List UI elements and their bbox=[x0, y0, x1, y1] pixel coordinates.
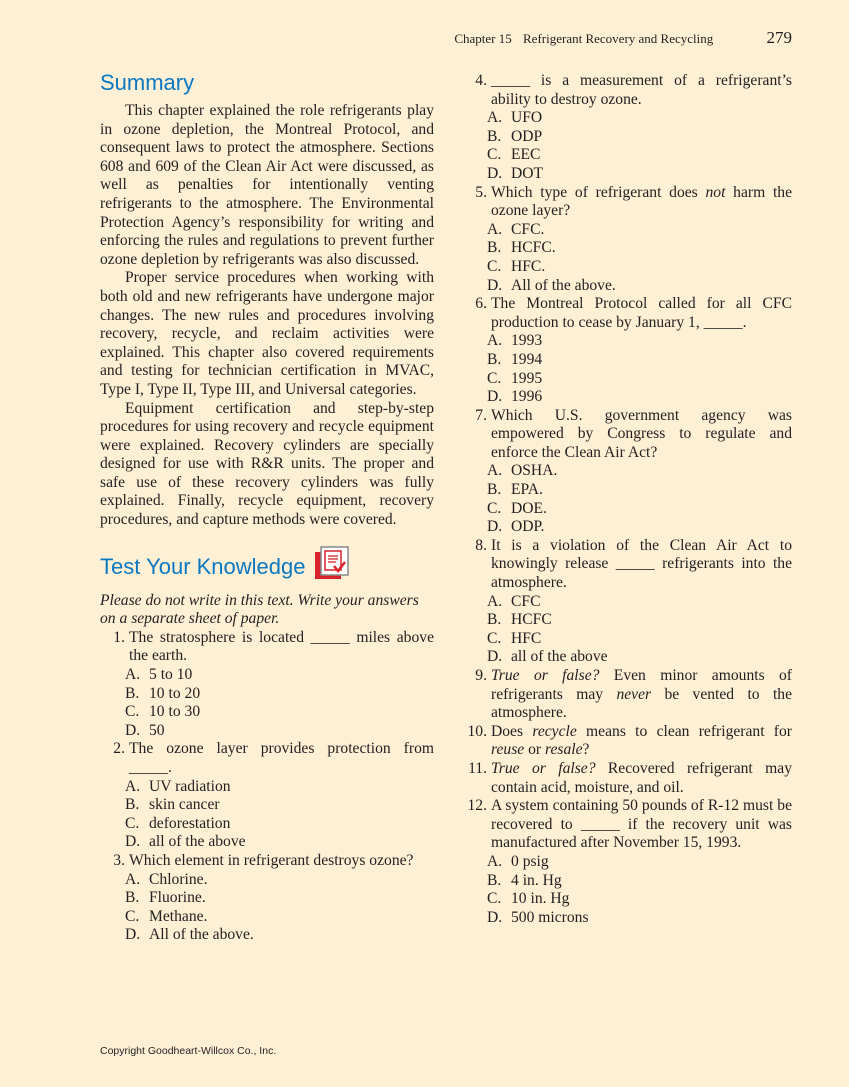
question-text: Which type of refrigerant does not harm the ozone layer? bbox=[491, 183, 792, 220]
question-number: 3. bbox=[113, 851, 125, 869]
answer-option bbox=[462, 258, 792, 277]
question-stem bbox=[100, 629, 434, 666]
question-stem bbox=[462, 537, 792, 593]
option-text: 10 in. Hg bbox=[511, 890, 570, 908]
question bbox=[462, 72, 792, 184]
option-letter: B. bbox=[487, 127, 502, 145]
question bbox=[100, 629, 434, 741]
option-letter: B. bbox=[487, 481, 502, 499]
test-heading bbox=[100, 546, 434, 586]
right-column bbox=[462, 72, 792, 927]
question-text: True or false? Even minor amounts of refrigerants may never be vented to the atmosphere. bbox=[491, 667, 792, 722]
option-letter: C. bbox=[487, 890, 502, 908]
option-text: 4 in. Hg bbox=[511, 871, 562, 889]
option-letter: A. bbox=[487, 592, 503, 610]
option-text: all of the above bbox=[511, 648, 608, 666]
option-text: HFC. bbox=[511, 257, 546, 275]
option-letter: C. bbox=[487, 257, 502, 275]
answer-option bbox=[100, 871, 434, 890]
question-text: Which element in refrigerant destroys ozone? bbox=[129, 851, 414, 869]
answer-option bbox=[462, 648, 792, 667]
option-letter: D. bbox=[125, 833, 141, 851]
option-letter: D. bbox=[487, 388, 503, 406]
option-letter: A. bbox=[487, 220, 503, 238]
answer-option bbox=[462, 462, 792, 481]
question bbox=[100, 740, 434, 852]
question-list-right bbox=[462, 72, 792, 927]
question-stem bbox=[462, 797, 792, 853]
option-text: deforestation bbox=[149, 814, 231, 832]
option-letter: B. bbox=[125, 889, 140, 907]
test-heading-text: Test Your Knowledge bbox=[100, 553, 306, 579]
question bbox=[100, 852, 434, 945]
question-number: 9. bbox=[475, 667, 487, 684]
answer-option bbox=[100, 833, 434, 852]
option-text: EPA. bbox=[511, 481, 543, 499]
option-text: DOT bbox=[511, 164, 544, 182]
option-letter: B. bbox=[125, 796, 140, 814]
option-letter: C. bbox=[487, 146, 502, 164]
answer-option bbox=[100, 908, 434, 927]
answer-option bbox=[100, 815, 434, 834]
option-letter: C. bbox=[487, 499, 502, 517]
option-text: 10 to 20 bbox=[149, 684, 201, 702]
question-number: 8. bbox=[475, 536, 487, 554]
answer-option bbox=[100, 666, 434, 685]
option-letter: A. bbox=[487, 852, 503, 870]
option-letter: A. bbox=[487, 109, 503, 127]
option-text: All of the above. bbox=[149, 926, 254, 944]
option-letter: D. bbox=[487, 276, 503, 294]
answer-option bbox=[462, 611, 792, 630]
answer-option bbox=[462, 872, 792, 891]
option-letter: A. bbox=[487, 462, 503, 480]
option-text: UFO bbox=[511, 109, 543, 127]
answer-option bbox=[462, 481, 792, 500]
question-text: The Montreal Protocol called for all CFC production to cease by January 1, _____. bbox=[491, 295, 792, 331]
answer-option bbox=[462, 370, 792, 389]
option-letter: C. bbox=[487, 629, 502, 647]
answer-option bbox=[462, 109, 792, 128]
option-letter: D. bbox=[487, 518, 503, 536]
option-text: skin cancer bbox=[149, 796, 220, 814]
left-column bbox=[100, 70, 434, 945]
chapter-title: Refrigerant Recovery and Recycling bbox=[523, 31, 714, 46]
question-number: 7. bbox=[475, 406, 487, 424]
answer-option bbox=[100, 703, 434, 722]
answer-option bbox=[462, 128, 792, 147]
question-number: 1. bbox=[113, 628, 125, 646]
option-text: 50 bbox=[149, 721, 165, 739]
option-letter: B. bbox=[125, 684, 140, 702]
question-stem bbox=[462, 407, 792, 463]
option-text: 10 to 30 bbox=[149, 703, 201, 721]
worksheet-icon bbox=[314, 546, 350, 586]
question-text: It is a violation of the Clean Air Act to knowingly release _____ refrigerants into the atmosphere. bbox=[491, 536, 792, 592]
option-letter: B. bbox=[487, 871, 502, 889]
question-text: Which U.S. government agency was empowered by Congress to regulate and enforce the Clean Air Act? bbox=[491, 406, 792, 461]
option-letter: D. bbox=[125, 926, 141, 944]
option-text: HFC bbox=[511, 629, 542, 647]
running-header bbox=[454, 28, 792, 48]
page-number: 279 bbox=[766, 28, 792, 47]
question-number: 11. bbox=[468, 759, 487, 777]
answer-option bbox=[462, 853, 792, 872]
option-letter: A. bbox=[125, 666, 141, 684]
question-number: 6. bbox=[475, 295, 487, 313]
answer-option bbox=[462, 500, 792, 519]
option-letter: A. bbox=[125, 870, 141, 888]
option-letter: A. bbox=[125, 777, 141, 795]
summary-paragraph: Proper service procedures when working with both old and new refrigerants have undergone major changes. The new rules and procedures involving recovery, recycle, and reclaim activities were explained. This chapter also covered requirements and testing for technician certification in MVAC, Type I, Type II, Type III, and Universal categories. bbox=[100, 269, 434, 398]
option-letter: B. bbox=[487, 239, 502, 257]
option-letter: C. bbox=[487, 369, 502, 387]
option-text: DOE. bbox=[511, 499, 547, 517]
question-stem bbox=[462, 723, 792, 760]
question-stem bbox=[462, 667, 792, 723]
answer-option bbox=[462, 332, 792, 351]
question bbox=[462, 184, 792, 296]
summary-paragraph: Equipment certification and step-by-step procedures for using recovery and recycle equipment were explained. Recovery cylinders are specially designed for use with R&R units. The proper and safe use of these recovery cylinders was fully explained. Finally, recycle equipment, recovery procedures, and capture methods were covered. bbox=[100, 399, 434, 529]
question-text: _____ is a measurement of a refrigerant’s ability to destroy ozone. bbox=[491, 72, 792, 108]
option-letter: D. bbox=[487, 908, 503, 926]
option-text: ODP bbox=[511, 127, 543, 145]
question bbox=[462, 667, 792, 723]
option-text: Fluorine. bbox=[149, 889, 206, 907]
question bbox=[462, 537, 792, 667]
question-text: Does recycle means to clean refrigerant for reuse or resale? bbox=[491, 722, 792, 759]
question-stem bbox=[462, 184, 792, 221]
option-text: 5 to 10 bbox=[149, 666, 193, 684]
answer-option bbox=[462, 277, 792, 296]
answer-option bbox=[462, 593, 792, 612]
question bbox=[462, 723, 792, 760]
option-text: 1993 bbox=[511, 332, 543, 350]
option-text: OSHA. bbox=[511, 462, 558, 480]
option-text: 500 microns bbox=[511, 908, 589, 926]
answer-option bbox=[100, 889, 434, 908]
question-number: 2. bbox=[113, 740, 125, 758]
option-text: All of the above. bbox=[511, 276, 616, 294]
question bbox=[462, 797, 792, 927]
option-letter: D. bbox=[487, 164, 503, 182]
instructions: Please do not write in this text. Write your answers on a separate sheet of paper. bbox=[100, 591, 419, 628]
answer-option bbox=[462, 890, 792, 909]
option-letter: B. bbox=[487, 611, 502, 629]
answer-option bbox=[462, 351, 792, 370]
chapter-number: Chapter 15 bbox=[454, 31, 512, 46]
question-number: 12. bbox=[467, 797, 487, 815]
option-text: Chlorine. bbox=[149, 870, 208, 888]
question-stem bbox=[462, 295, 792, 332]
option-letter: D. bbox=[487, 648, 503, 666]
question-list-left bbox=[100, 629, 434, 945]
answer-option bbox=[100, 926, 434, 945]
answer-option bbox=[100, 685, 434, 704]
answer-option bbox=[100, 722, 434, 741]
answer-option bbox=[100, 778, 434, 797]
option-text: 1995 bbox=[511, 369, 543, 387]
option-letter: D. bbox=[125, 721, 141, 739]
option-letter: C. bbox=[125, 907, 140, 925]
answer-option bbox=[462, 630, 792, 649]
option-text: CFC. bbox=[511, 220, 545, 238]
option-text: HCFC. bbox=[511, 239, 556, 257]
option-text: 1996 bbox=[511, 388, 543, 406]
option-letter: C. bbox=[125, 814, 140, 832]
option-text: EEC bbox=[511, 146, 541, 164]
option-text: CFC bbox=[511, 592, 541, 610]
answer-option bbox=[462, 388, 792, 407]
question-stem bbox=[462, 760, 792, 797]
question-text: The ozone layer provides protection from _____. bbox=[129, 740, 434, 776]
question-text: True or false? Recovered refrigerant may contain acid, moisture, and oil. bbox=[491, 759, 792, 796]
answer-option bbox=[462, 518, 792, 537]
summary-paragraph: This chapter explained the role refrigerants play in ozone depletion, the Montreal Protocol, and consequent laws to protect the atmosphere. Sections 608 and 609 of the Clean Air Act were discussed, as well as penalties for intentionally venting refrigerants to the atmosphere. The Environmental Protection Agency’s responsibility for writing and enforcing the rules and regulations to prevent further ozone depletion by refrigerants was also discussed. bbox=[100, 102, 434, 268]
question bbox=[462, 760, 792, 797]
answer-option bbox=[462, 165, 792, 184]
option-text: ODP. bbox=[511, 518, 545, 536]
option-text: 0 psig bbox=[511, 852, 549, 870]
option-text: 1994 bbox=[511, 350, 543, 368]
option-text: UV radiation bbox=[149, 777, 231, 795]
question-stem bbox=[462, 72, 792, 109]
question-number: 4. bbox=[475, 72, 487, 89]
question-stem bbox=[100, 740, 434, 777]
option-text: HCFC bbox=[511, 611, 552, 629]
option-letter: B. bbox=[487, 350, 502, 368]
question bbox=[462, 407, 792, 537]
question-stem bbox=[100, 852, 434, 871]
option-letter: C. bbox=[125, 703, 140, 721]
question-number: 10. bbox=[467, 722, 487, 740]
answer-option bbox=[462, 146, 792, 165]
option-text: all of the above bbox=[149, 833, 246, 851]
question-number: 5. bbox=[475, 183, 487, 201]
answer-option bbox=[462, 221, 792, 240]
option-letter: A. bbox=[487, 332, 503, 350]
question bbox=[462, 295, 792, 407]
summary-heading: Summary bbox=[100, 70, 195, 95]
question-text: A system containing 50 pounds of R-12 must be recovered to _____ if the recovery unit was manufactured after November 15, 1993. bbox=[491, 797, 792, 852]
option-text: Methane. bbox=[149, 907, 208, 925]
answer-option bbox=[462, 239, 792, 258]
question-text: The stratosphere is located _____ miles above the earth. bbox=[129, 628, 434, 665]
copyright: Copyright Goodheart-Willcox Co., Inc. bbox=[100, 1045, 277, 1057]
answer-option bbox=[462, 909, 792, 928]
answer-option bbox=[100, 796, 434, 815]
